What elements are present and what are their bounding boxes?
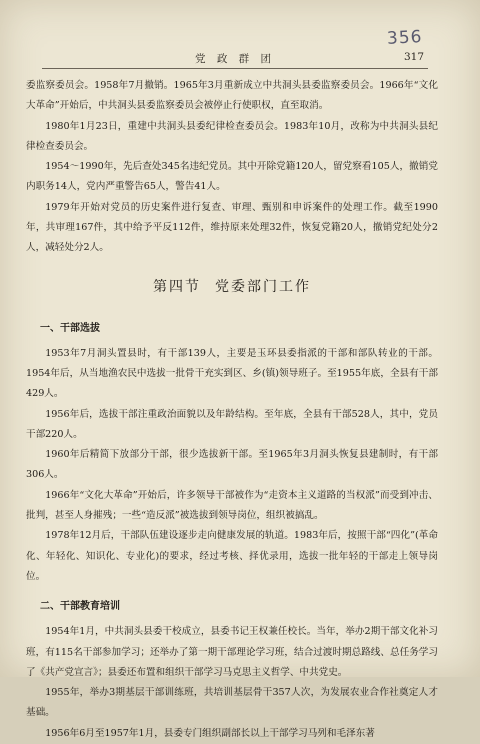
subsection-heading: 一、干部选拔 bbox=[40, 322, 100, 334]
paragraph: 1953年7月洞头置县时，有干部139人，主要是玉环县委指派的干部和部队转业的干部。1954年后，从当地渔农民中选拔一批骨干充实到区、乡(镇)领导班子。至1955年底，全县有干部429人。 bbox=[26, 347, 438, 400]
subsection-heading: 二、干部教育培训 bbox=[40, 601, 120, 613]
paragraph: 1966年“文化大革命”开始后，许多领导干部被作为“走资本主义道路的当权派”而受到冲击、批判，甚至人身摧残；一些“造反派”被选拔到领导岗位，组织被搞乱。 bbox=[26, 489, 438, 522]
section-name: 党委部门工作 bbox=[215, 278, 311, 295]
paragraph: 1978年12月后，干部队伍建设逐步走向健康发展的轨道。1983年后，按照干部“四化”(革命化、年轻化、知识化、专业化)的要求，经过考核、择优录用，选拔一批年轻的干部走上领导岗位。 bbox=[26, 530, 438, 582]
paragraph: 1954年1月，中共洞头县委干校成立，县委书记王权兼任校长。当年，举办2期干部文化补习班，有115名干部参加学习；还举办了第一期干部理论学习班，结合过渡时期总路线、总任务学习了《共产党宣言》；县委还布置和组织干部学习马克思主义哲学、中共党史。 bbox=[26, 626, 438, 678]
paragraph: 1955年，举办3期基层干部训练班，共培训基层骨干357人次，为发展农业合作社奠定人才基础。 bbox=[26, 687, 438, 719]
paragraph: 1956年后，选拔干部注重政治面貌以及年龄结构。至年底，全县有干部528人，其中，党员干部220人。 bbox=[26, 408, 438, 440]
running-header bbox=[42, 46, 428, 69]
paragraph: 1954～1990年，先后查处345名违纪党员。其中开除党籍120人，留党察看105人，撤销党内职务14人，党内严重警告65人，警告41人。 bbox=[26, 161, 438, 193]
paragraph: 1960年后精简下放部分干部，很少选拔新干部。至1965年3月洞头恢复县建制时，有干部306人。 bbox=[26, 449, 438, 481]
paragraph: 委监察委员会。1958年7月撤销。1965年3月重新成立中共洞头县委监察委员会。1966年“文化大革命”开始后，中共洞头县委监察委员会被停止行使职权，直至取消。 bbox=[26, 80, 438, 112]
running-title: 党 政 群 团 bbox=[194, 53, 275, 65]
paragraph: 1980年1月23日，重建中共洞头县委纪律检查委员会。1983年10月，改称为中共洞头县纪律检查委员会。 bbox=[26, 120, 438, 152]
paragraph: 1979年开始对党员的历史案件进行复查、审理、甄别和申诉案件的处理工作。截至1990年，共审理167件，其中给予平反112件，维持原来处理32件，恢复党籍20人，撤销党纪处分2人，减轻处分2人。 bbox=[26, 201, 438, 254]
handwritten-page-number: 356 bbox=[386, 27, 423, 49]
page-number: 317 bbox=[403, 51, 424, 63]
section-title bbox=[26, 275, 438, 299]
section-number: 第四节 bbox=[153, 278, 201, 295]
paragraph: 1956年6月至1957年1月，县委专门组织副部长以上干部学习马列和毛泽东著 bbox=[45, 727, 375, 739]
body-text bbox=[26, 76, 438, 744]
